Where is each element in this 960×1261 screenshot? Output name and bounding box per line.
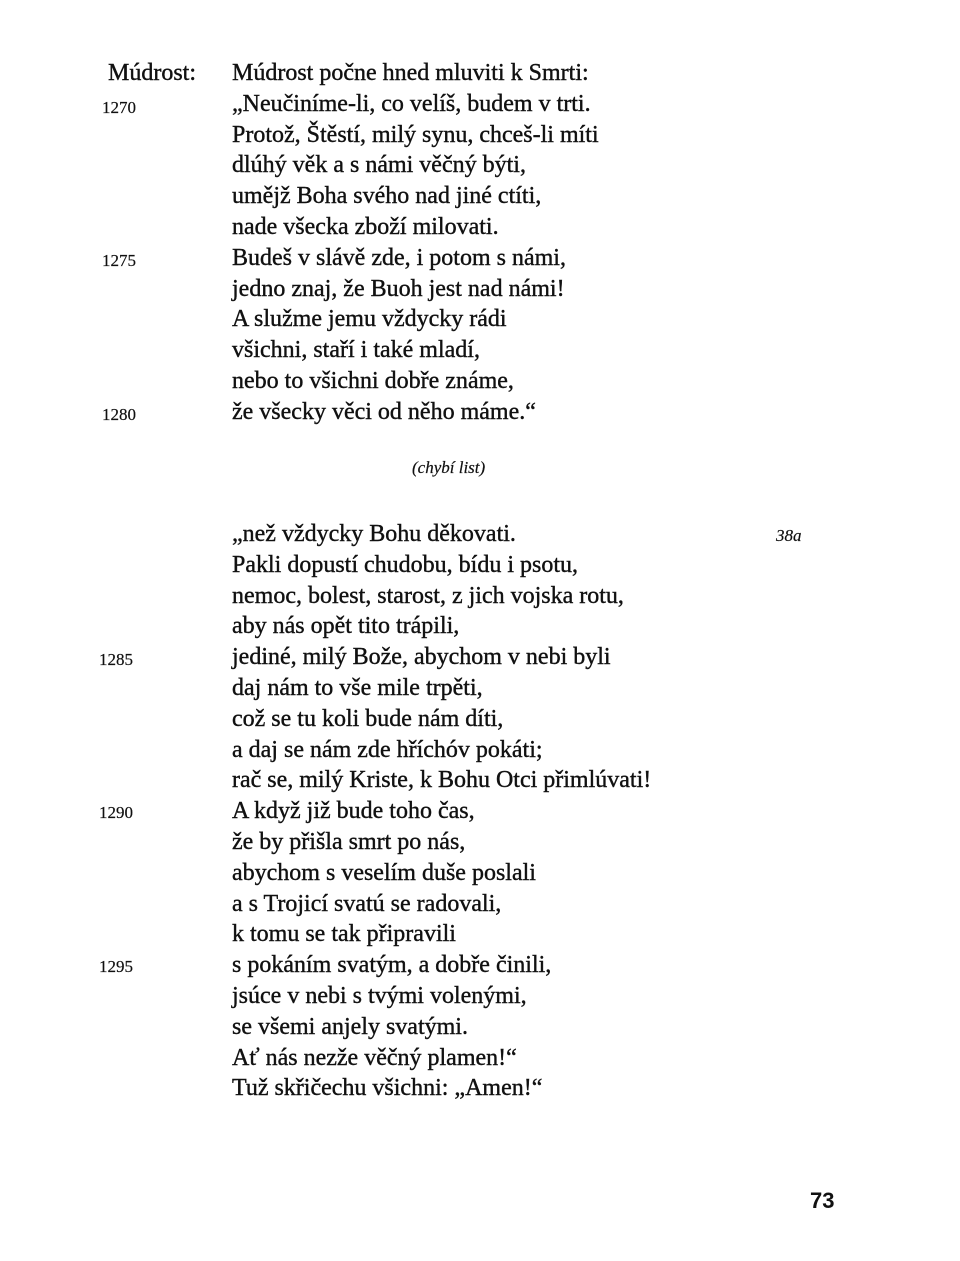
line-number: 1275 [102,251,136,270]
verse-block-2 [232,519,651,1104]
verse-line: že by přišla smrt po nás, [232,828,466,855]
line-number: 1285 [99,650,133,669]
verse-line: se všemi anjely svatými. [232,1013,468,1040]
verse-line: jedno znaj, že Buoh jest nad námi! [232,275,565,302]
verse-line: Pakli dopustí chudobu, bídu i psotu, [232,551,579,578]
verse-line: a daj se nám zde hříchóv pokáti; [232,736,543,763]
line-number: 1280 [102,405,136,424]
verse-line: „Neučiníme-li, co velíš, budem v trti. [232,90,591,117]
verse-line: jediné, milý Bože, abychom v nebi byli [232,644,611,671]
verse-line: aby nás opět tito trápili, [232,613,460,640]
verse-line: že všecky věci od něho máme.“ [232,398,536,425]
speaker-label: Múdrost: [108,60,197,86]
line-number: 1270 [102,98,136,117]
verse-line: A když již bude toho čas, [232,798,475,825]
verse-line: a s Trojicí svatú se radovali, [232,890,502,917]
verse-line: Protož, Štěstí, milý synu, chceš-li míti [232,121,599,148]
verse-line: jsúce v nebi s tvými volenými, [232,982,527,1009]
verse-line: Tuž skřičechu všichni: „Amen!“ [232,1075,543,1102]
verse-line: nade všecka zboží milovati. [232,213,499,240]
verse-line: dlúhý věk a s námi věčný býti, [232,152,526,179]
verse-line: Budeš v slávě zde, i potom s námi, [232,244,566,271]
verse-line: daj nám to vše mile trpěti, [232,674,483,701]
line-number: 1295 [99,957,133,976]
missing-leaf-note: (chybí list) [412,458,486,477]
verse-line: nebo to všichni dobře známe, [232,367,514,394]
verse-line: Múdrost počne hned mluviti k Smrti: [232,60,589,86]
verse-block-1 [232,58,599,428]
verse-line: abychom s veselím duše poslali [232,859,536,886]
verse-line: všichni, staří i také mladí, [232,337,480,364]
verse-line: Ať nás nezže věčný plamen!“ [232,1044,517,1071]
verse-line: umějž Boha svého nad jiné ctíti, [232,183,542,210]
verse-line: nemoc, bolest, starost, z jich vojska rotu, [232,582,624,609]
folio-marker: 38a [776,526,802,545]
verse-line: A služme jemu vždycky rádi [232,306,507,333]
verse-line: „než vždycky Bohu děkovati. [232,521,516,547]
page-number: 73 [810,1188,835,1213]
verse-line: což se tu koli bude nám díti, [232,705,504,732]
line-number: 1290 [99,803,133,822]
verse-line: rač se, milý Kriste, k Bohu Otci přimlúvati! [232,767,652,794]
verse-line: s pokáním svatým, a dobře činili, [232,952,552,979]
verse-line: k tomu se tak připravili [232,921,456,948]
